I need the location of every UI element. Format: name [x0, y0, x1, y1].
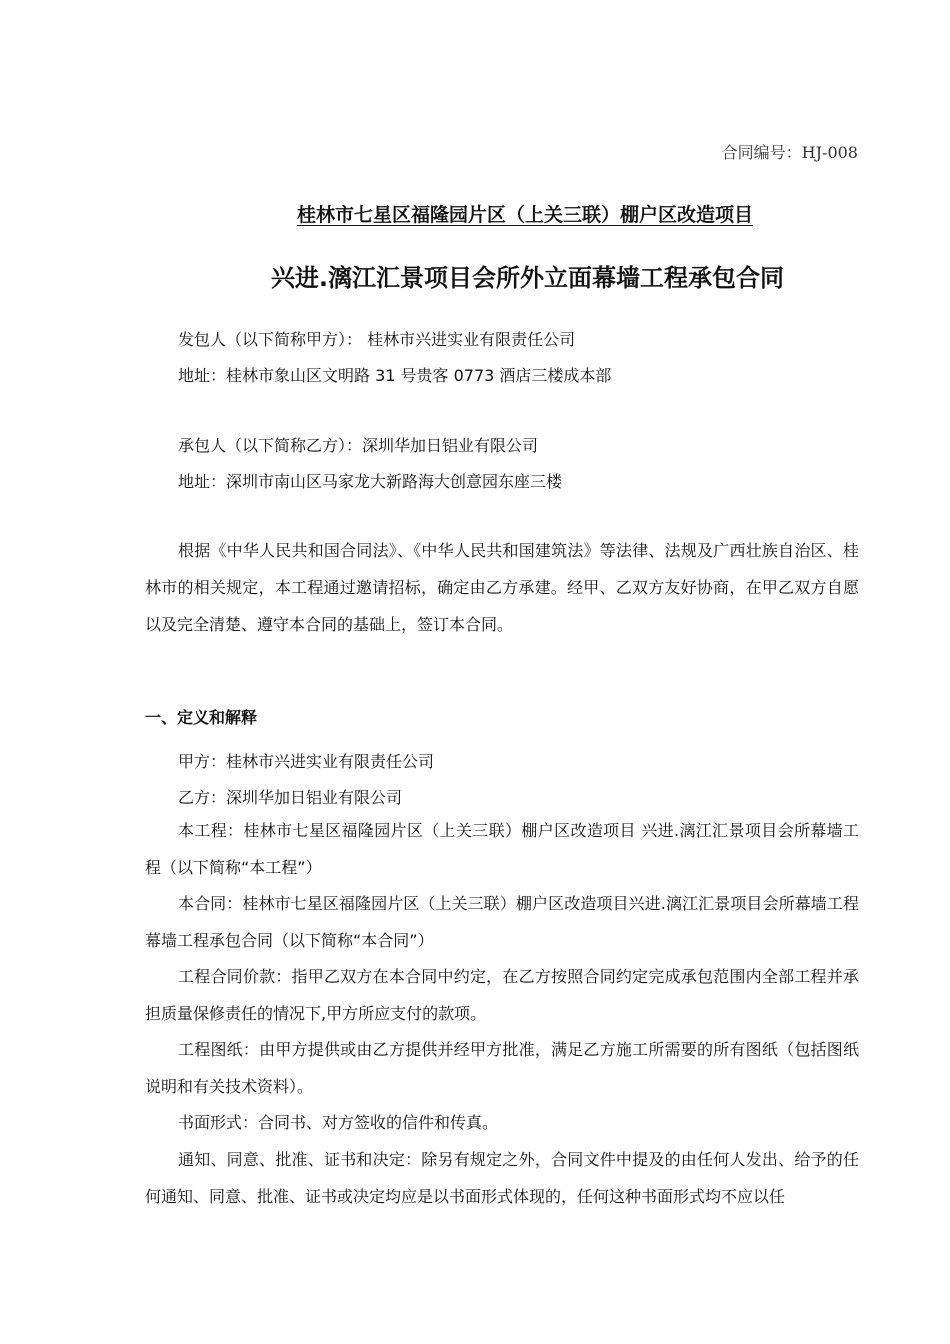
- party-b-address: 地址：深圳市南山区马家龙大新路海大创意园东座三楼: [178, 472, 563, 491]
- contract-title: 兴进.漓江汇景项目会所外立面幕墙工程承包合同: [270, 264, 785, 292]
- party-a-line: 发包人（以下简称甲方）： 桂林市兴进实业有限责任公司: [178, 330, 576, 349]
- party-a-address: 地址：桂林市象山区文明路 31 号贵客 0773 酒店三楼成本部: [178, 366, 612, 385]
- definition-project: 本工程：桂林市七星区福隆园片区（上关三联）棚户区改造项目 兴进.漓江汇景项目会所幕墙工程（以下简称“本工程”）: [145, 821, 859, 877]
- definition-drawings: 工程图纸：由甲方提供或由乙方提供并经甲方批准，满足乙方施工所需要的所有图纸（包括图纸说明和有关技术资料）。: [145, 1040, 859, 1096]
- definition-notices: 通知、同意、批准、证书和决定：除另有规定之外，合同文件中提及的由任何人发出、给予的任何通知、同意、批准、证书或决定均应是以书面形式体现的，任何这种书面形式均不应以任: [145, 1150, 859, 1206]
- definition-party-a: 甲方：桂林市兴进实业有限责任公司: [178, 752, 435, 771]
- contract-number: 合同编号：HJ-008: [721, 143, 858, 162]
- definition-contract-price: 工程合同价款：指甲乙双方在本合同中约定，在乙方按照合同约定完成承包范围内全部工程并承担质量保修责任的情况下,甲方所应支付的款项。: [145, 967, 859, 1023]
- section-heading-definitions: 一、定义和解释: [145, 708, 258, 727]
- definition-party-b: 乙方：深圳华加日铝业有限公司: [178, 788, 403, 807]
- party-b-line: 承包人（以下简称乙方）：深圳华加日铝业有限公司: [178, 436, 539, 455]
- definition-contract: 本合同：桂林市七星区福隆园片区（上关三联）棚户区改造项目兴进.漓江汇景项目会所幕墙工程幕墙工程承包合同（以下简称“本合同”）: [145, 894, 859, 950]
- preamble-paragraph: 根据《中华人民共和国合同法》、《中华人民共和国建筑法》等法律、法规及广西壮族自治区、桂林市的相关规定，本工程通过邀请招标，确定由乙方承建。经甲、乙双方友好协商，在甲乙双方自愿以及完全清楚、遵守本合同的基础上，签订本合同。: [145, 541, 859, 634]
- definition-written-form: 书面形式：合同书、对方签收的信件和传真。: [178, 1113, 499, 1132]
- project-title: 桂林市七星区福隆园片区（上关三联）棚户区改造项目: [296, 204, 753, 226]
